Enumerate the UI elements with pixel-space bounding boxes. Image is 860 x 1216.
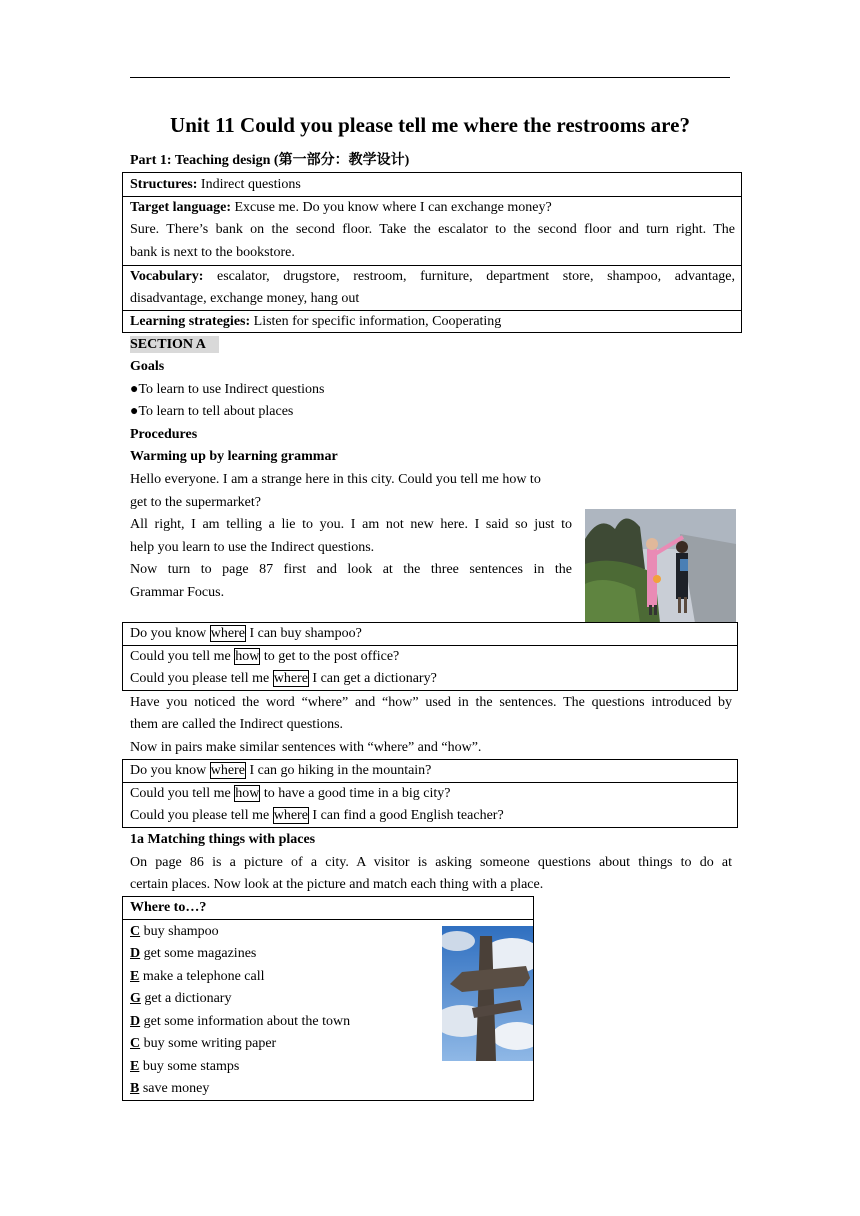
section-a-label: SECTION A <box>130 336 219 353</box>
target-row-1: Target language: Excuse me. Do you know where I can exchange money? <box>130 200 552 215</box>
street-photo <box>585 509 736 623</box>
keyword-how: how <box>235 786 260 801</box>
target-row-3: bank is next to the bookstore. <box>130 245 295 260</box>
warming-line: Hello everyone. I am a strange here in this city. Could you tell me how to <box>130 472 541 487</box>
procedures-heading: Procedures <box>130 427 198 442</box>
where-to-table <box>122 896 534 1101</box>
keyword-where: where <box>210 626 245 641</box>
grammar-box-1 <box>122 622 738 691</box>
match-line: certain places. Now look at the picture and match each thing with a place. <box>130 877 544 892</box>
warming-heading: Warming up by learning grammar <box>130 449 338 464</box>
part-heading: Part 1: Teaching design (第一部分：教学设计) <box>130 153 410 168</box>
warming-line: get to the supermarket? <box>130 495 262 510</box>
page-title: Unit 11 Could you please tell me where the restrooms are? <box>170 113 690 137</box>
grammar-box-2 <box>122 759 738 828</box>
signpost-photo <box>442 926 533 1061</box>
keyword-where: where <box>273 671 308 686</box>
grammar-sentence: Do you know where I can buy shampoo? <box>130 626 362 641</box>
structures-row: Structures: Indirect questions <box>130 177 301 192</box>
design-table <box>122 172 742 333</box>
notice-line: Have you noticed the word “where” and “how” used in the sentences. The questions introduced by <box>130 695 732 710</box>
keyword-where: where <box>210 763 245 778</box>
warming-line: Grammar Focus. <box>130 585 225 600</box>
grammar-sentence: Could you please tell me where I can find a good English teacher? <box>130 808 504 823</box>
match-item: C buy shampoo <box>130 924 219 939</box>
keyword-where: where <box>273 808 308 823</box>
match-item: D get some magazines <box>130 946 257 961</box>
grammar-sentence: Do you know where I can go hiking in the mountain? <box>130 763 432 778</box>
match-item: D get some information about the town <box>130 1014 351 1029</box>
notice-line: Now in pairs make similar sentences with “where” and “how”. <box>130 740 482 755</box>
match-item: G get a dictionary <box>130 991 232 1006</box>
target-row-2: Sure. There’s bank on the second floor. Take the escalator to the second floor and turn right. The <box>130 222 735 237</box>
strategies-row: Learning strategies: Listen for specific information, Cooperating <box>130 314 502 329</box>
warming-line: All right, I am telling a lie to you. I am not new here. I said so just to <box>130 517 572 532</box>
warming-line: help you learn to use the Indirect questions. <box>130 540 375 555</box>
match-item: E make a telephone call <box>130 969 265 984</box>
match-item: E buy some stamps <box>130 1059 240 1074</box>
grammar-sentence: Could you tell me how to get to the post office? <box>130 649 400 664</box>
grammar-sentence: Could you tell me how to have a good time in a big city? <box>130 786 451 801</box>
header-rule <box>130 77 730 78</box>
vocab-row-1: Vocabulary: escalator, drugstore, restroom, furniture, department store, shampoo, advantage, <box>130 269 735 284</box>
notice-line: them are called the Indirect questions. <box>130 717 344 732</box>
warming-line: Now turn to page 87 first and look at the three sentences in the <box>130 562 572 577</box>
goal-item: ●To learn to tell about places <box>130 404 294 419</box>
goals-heading: Goals <box>130 359 165 374</box>
goal-item: ●To learn to use Indirect questions <box>130 382 325 397</box>
match-item: B save money <box>130 1081 210 1096</box>
grammar-sentence: Could you please tell me where I can get a dictionary? <box>130 671 437 686</box>
where-to-header: Where to…? <box>130 900 207 915</box>
match-heading: 1a Matching things with places <box>130 832 316 847</box>
vocab-row-2: disadvantage, exchange money, hang out <box>130 291 360 306</box>
match-item: C buy some writing paper <box>130 1036 277 1051</box>
match-line: On page 86 is a picture of a city. A visitor is asking someone questions about things to do at <box>130 855 732 870</box>
keyword-how: how <box>235 649 260 664</box>
